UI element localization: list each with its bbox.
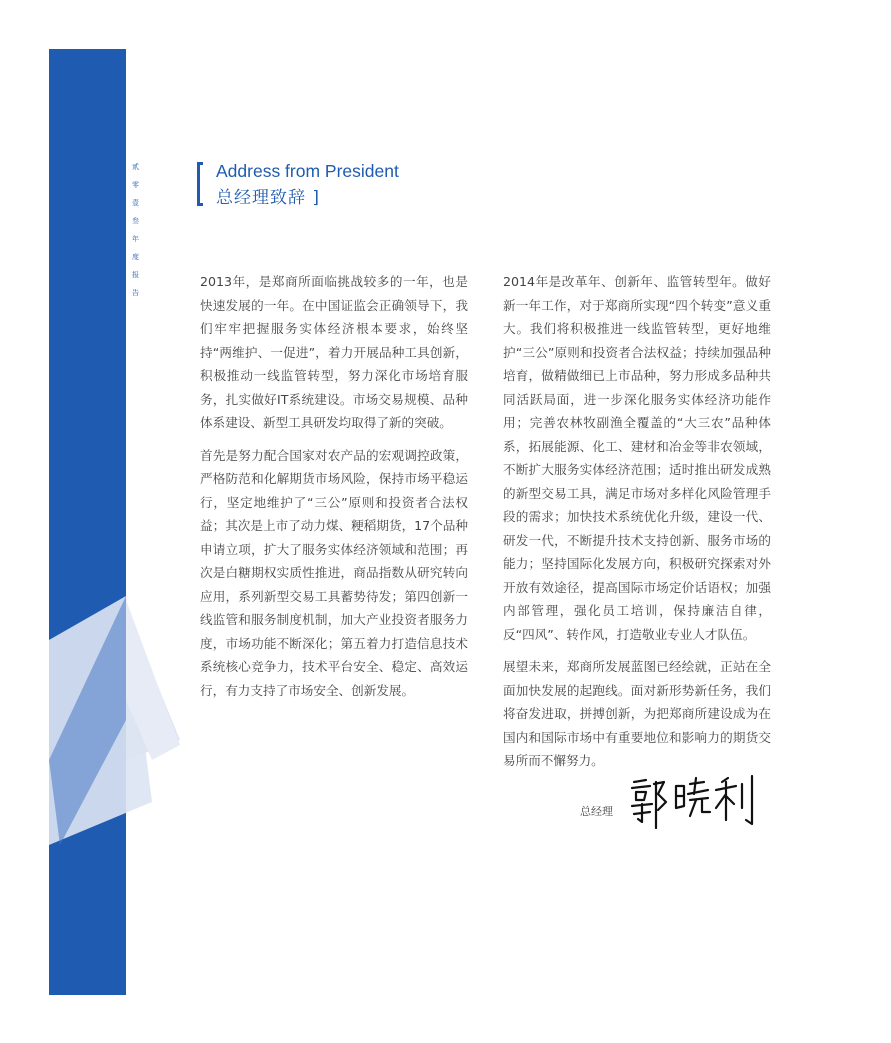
side-label-char: 叁 [132,217,139,225]
blue-side-band [49,49,126,995]
paragraph: 2013年，是郑商所面临挑战较多的一年，也是快速发展的一年。在中国证监会正确领导下，我们牢牢把握服务实体经济根本要求，始终坚持“两维护、一促进”，着力开展品种工具创新，积极推动一线监管转型，努力深化市场培育服务，扎实做好IT系统建设。市场交易规模、品种体系建设、新型工具研发均取得了新的突破。 [200,274,468,430]
handwritten-signature [624,772,774,832]
side-label-char: 壹 [132,199,139,207]
side-label-char: 度 [132,253,139,261]
page-title-chinese [216,183,320,208]
light-triangle-right [126,600,180,760]
title-bracket-left [197,162,203,206]
paragraph: 首先是努力配合国家对农产品的宏观调控政策，严格防范和化解期货市场风险，保持市场平稳运行，坚定地维护了“三公”原则和投资者合法权益；其次是上市了动力煤、粳稻期货，17个品种申请立项，扩大了服务实体经济领域和范围；再次是白糖期权实质性推进，商品指数从研究转向应用，系列新型交易工具蓄势待发；第四创新一线监管和服务制度机制，加大产业投资者服务力度，市场功能不断深化；第五着力打造信息技术系统核心竞争力，技术平台安全、稳定、高效运行，有力支持了市场安全、创新发展。 [200,447,468,698]
text-column-right [503,270,771,782]
page-number: 04 [89,158,116,183]
page-title-english: Address from President [216,161,399,181]
title-cn-text: 总经理致辞 [216,188,306,208]
side-label-char: 贰 [132,163,139,171]
text-column-left [200,270,468,711]
side-label-char: 报 [132,271,139,279]
side-label-char: 年 [132,235,139,243]
side-label-char: 告 [132,289,139,297]
side-year-label [132,158,139,302]
paragraph: 2014年是改革年、创新年、监管转型年。做好新一年工作，对于郑商所实现“四个转变”意义重大。我们将积极推进一线监管转型，更好地维护“三公”原则和投资者合法权益；持续加强品种培育，做精做细已上市品种，努力形成多品种共同活跃局面，进一步深化服务实体经济功能作用；完善农林牧副渔全覆盖的“大三农”品种体系，拓展能源、化工、建材和冶金等非农领域，不断扩大服务实体经济范围；适时推出研发成熟的新型交易工具，满足市场对多样化风险管理手段的需求；加快技术系统优化升级，建设一代、研发一代，不断提升技术支持创新、服务市场的能力；坚持国际化发展方向，积极研究探索对外开放有效途径，提高国际市场定价话语权；加强内部管理，强化员工培训，保持廉洁自律，反“四风”、转作风，打造敬业专业人才队伍。 [503,274,771,642]
title-bracket-right: ] [312,188,321,208]
side-label-char: 零 [132,181,139,189]
paragraph: 展望未来，郑商所发展蓝图已经绘就，正站在全面加快发展的起跑线。面对新形势新任务，我们将奋发进取，拼搏创新，为把郑商所建设成为在国内和国际市场中有重要地位和影响力的期货交易所而不懈努力。 [503,659,771,768]
signature-title: 总经理 [580,805,613,818]
light-parallelogram [126,608,180,760]
